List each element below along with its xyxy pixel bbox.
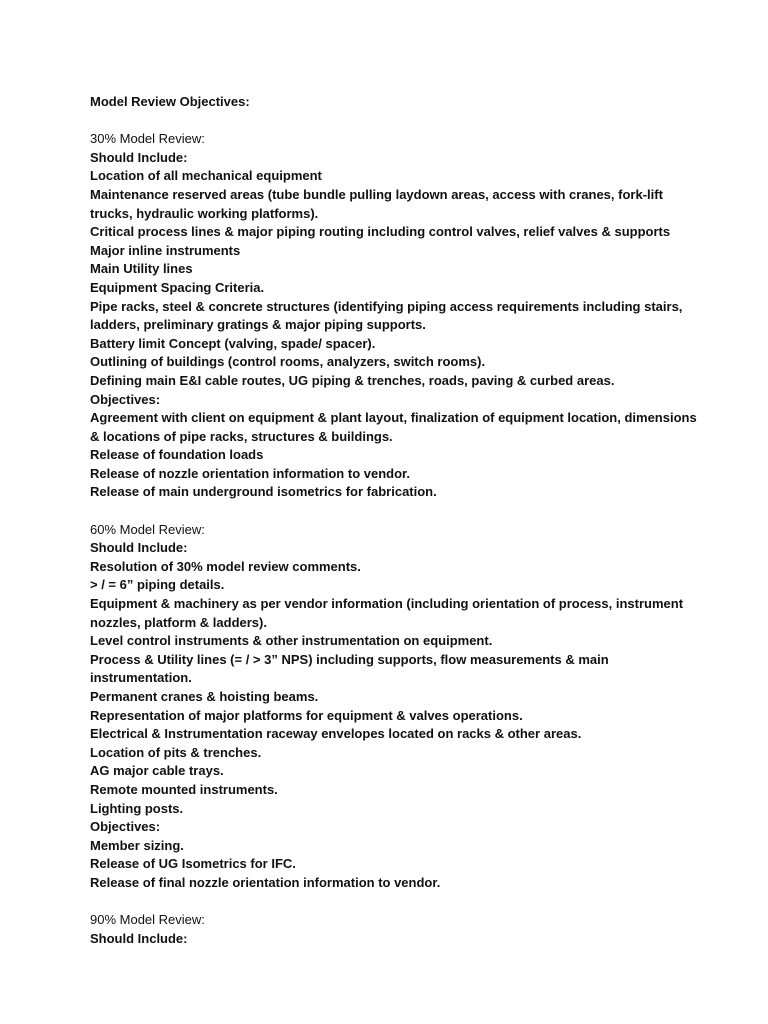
list-item: Remote mounted instruments.	[90, 781, 278, 797]
list-item: Battery limit Concept (valving, spade/ spacer).	[90, 335, 376, 351]
spacer	[90, 502, 700, 521]
objective-item: Release of main underground isometrics for fabrication.	[90, 484, 437, 500]
list-item: Major inline instruments	[90, 242, 241, 258]
list-item: Outlining of buildings (control rooms, analyzers, switch rooms).	[90, 354, 486, 370]
list-item: Electrical & Instrumentation raceway envelopes located on racks & other areas.	[90, 726, 582, 742]
objective-item: Agreement with client on equipment & plant layout, finalization of equipment location, dimensions & locations of pipe racks, structures & buildings.	[90, 410, 697, 444]
list-item: > / = 6” piping details.	[90, 577, 225, 593]
list-item: Resolution of 30% model review comments.	[90, 558, 361, 574]
document-page	[90, 93, 700, 948]
list-item: Process & Utility lines (= / > 3” NPS) including supports, flow measurements & main instrumentation.	[90, 651, 609, 686]
section-heading: 60% Model Review:	[90, 521, 205, 537]
spacer	[90, 112, 700, 131]
list-item: Critical process lines & major piping routing including control valves, relief valves & supports	[90, 224, 671, 240]
list-item: Permanent cranes & hoisting beams.	[90, 689, 319, 704]
section-heading: 90% Model Review:	[90, 912, 205, 928]
should-include-label: Should Include:	[90, 930, 188, 946]
list-item: Lighting posts.	[90, 800, 184, 816]
list-item: Main Utility lines	[90, 261, 193, 277]
should-include-label: Should Include:	[90, 149, 188, 165]
list-item: Equipment Spacing Criteria.	[90, 279, 265, 295]
objective-item: Release of UG Isometrics for IFC.	[90, 856, 296, 872]
objectives-label: Objectives:	[90, 391, 161, 407]
list-item: Location of all mechanical equipment	[90, 168, 322, 184]
objective-item: Release of foundation loads	[90, 447, 264, 463]
section-60-review	[90, 521, 700, 893]
objective-item: Member sizing.	[90, 837, 184, 853]
list-item: Equipment & machinery as per vendor information (including orientation of process, instrument nozzles, platform & ladders).	[90, 596, 684, 630]
list-item: Defining main E&I cable routes, UG piping & trenches, roads, paving & curbed areas.	[90, 372, 615, 388]
objective-item: Release of final nozzle orientation information to vendor.	[90, 874, 441, 890]
section-heading: 30% Model Review:	[90, 131, 205, 147]
should-include-label: Should Include:	[90, 540, 188, 556]
objectives-label: Objectives:	[90, 819, 161, 835]
list-item: Pipe racks, steel & concrete structures (identifying piping access requirements including stairs, ladders, preliminary gratings & major piping supports.	[90, 298, 683, 333]
document-title: Model Review Objectives:	[90, 94, 250, 109]
section-30-review	[90, 130, 700, 502]
section-90-review	[90, 911, 700, 948]
list-item: Location of pits & trenches.	[90, 744, 262, 760]
spacer	[90, 893, 700, 912]
list-item: Level control instruments & other instrumentation on equipment.	[90, 633, 493, 649]
list-item: AG major cable trays.	[90, 763, 224, 779]
list-item: Representation of major platforms for equipment & valves operations.	[90, 707, 523, 723]
objective-item: Release of nozzle orientation information to vendor.	[90, 465, 410, 481]
list-item: Maintenance reserved areas (tube bundle pulling laydown areas, access with cranes, fork-lift trucks, hydraulic working platforms).	[90, 186, 663, 221]
